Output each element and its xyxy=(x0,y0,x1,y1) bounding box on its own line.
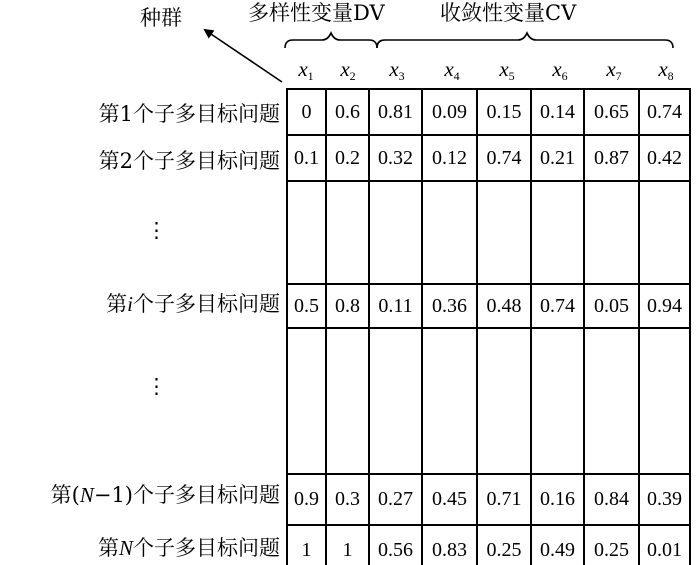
table-cell: 0.42 xyxy=(639,135,690,181)
table-cell: 0.49 xyxy=(531,525,584,565)
table-cell: 0.45 xyxy=(422,474,477,525)
row-label: 第1个子多目标问题 xyxy=(98,102,280,126)
row-label: 第2个子多目标问题 xyxy=(98,149,280,173)
table-cell: 0.1 xyxy=(287,135,326,181)
table-cell: 0.11 xyxy=(369,284,422,328)
table-cell: 0.71 xyxy=(477,474,531,525)
row-label: 第N个子多目标问题 xyxy=(97,536,280,560)
table-row-gap xyxy=(287,181,690,284)
vertical-ellipsis: ⋮ xyxy=(146,374,167,398)
table-cell: 0.5 xyxy=(287,284,326,328)
table-cell: 0.56 xyxy=(369,525,422,565)
column-header: $x_2$ xyxy=(340,57,356,83)
table-cell: 0.74 xyxy=(477,135,531,181)
table-cell: 0.32 xyxy=(369,135,422,181)
table-cell: 0.48 xyxy=(477,284,531,328)
table-cell: 0.8 xyxy=(326,284,369,328)
table-cell: 0.84 xyxy=(584,474,639,525)
table-cell: 0.39 xyxy=(639,474,690,525)
table-cell: 0.6 xyxy=(326,89,369,135)
table-cell: 0.25 xyxy=(584,525,639,565)
table-cell: 0.21 xyxy=(531,135,584,181)
column-header: $x_7$ xyxy=(606,57,622,83)
table-cell: 0.01 xyxy=(639,525,690,565)
table-row xyxy=(287,89,690,135)
table-cell: 0.3 xyxy=(326,474,369,525)
row-label: 第i个子多目标问题 xyxy=(106,292,280,316)
vertical-ellipsis: ⋮ xyxy=(146,218,167,242)
cv-brace xyxy=(377,33,673,48)
column-header: $x_3$ xyxy=(389,57,405,83)
table-row xyxy=(287,135,690,181)
population-label: 种群 xyxy=(140,6,182,30)
table-cell: 0 xyxy=(287,89,326,135)
table-cell: 0.94 xyxy=(639,284,690,328)
table-cell: 0.14 xyxy=(531,89,584,135)
table-cell: 0.74 xyxy=(639,89,690,135)
table-cell: 0.27 xyxy=(369,474,422,525)
table-row xyxy=(287,525,690,565)
table-cell: 0.83 xyxy=(422,525,477,565)
table-cell: 0.25 xyxy=(477,525,531,565)
table-row-gap xyxy=(287,328,690,474)
row-label: 第(N−1)个子多目标问题 xyxy=(50,483,280,507)
column-header: $x_4$ xyxy=(444,57,460,83)
column-header: $x_1$ xyxy=(298,57,314,83)
table-cell: 0.36 xyxy=(422,284,477,328)
table-row xyxy=(287,474,690,525)
table-cell: 0.65 xyxy=(584,89,639,135)
table-cell: 0.2 xyxy=(326,135,369,181)
column-header: $x_6$ xyxy=(552,57,568,83)
table-cell: 0.9 xyxy=(287,474,326,525)
table-cell: 0.81 xyxy=(369,89,422,135)
table-cell: 1 xyxy=(287,525,326,565)
table-cell: 0.74 xyxy=(531,284,584,328)
column-header: $x_8$ xyxy=(658,57,674,83)
dv-brace xyxy=(285,33,377,48)
column-header: $x_5$ xyxy=(499,57,515,83)
variables-table xyxy=(286,88,691,565)
table-cell: 0.15 xyxy=(477,89,531,135)
table-cell: 1 xyxy=(326,525,369,565)
table-cell: 0.12 xyxy=(422,135,477,181)
table-cell: 0.87 xyxy=(584,135,639,181)
table-cell: 0.16 xyxy=(531,474,584,525)
table-row xyxy=(287,284,690,328)
diversity-variables-label: 多样性变量DV xyxy=(248,1,385,25)
population-arrow xyxy=(205,30,282,82)
table-cell: 0.09 xyxy=(422,89,477,135)
convergence-variables-label: 收敛性变量CV xyxy=(440,1,577,25)
table-cell: 0.05 xyxy=(584,284,639,328)
